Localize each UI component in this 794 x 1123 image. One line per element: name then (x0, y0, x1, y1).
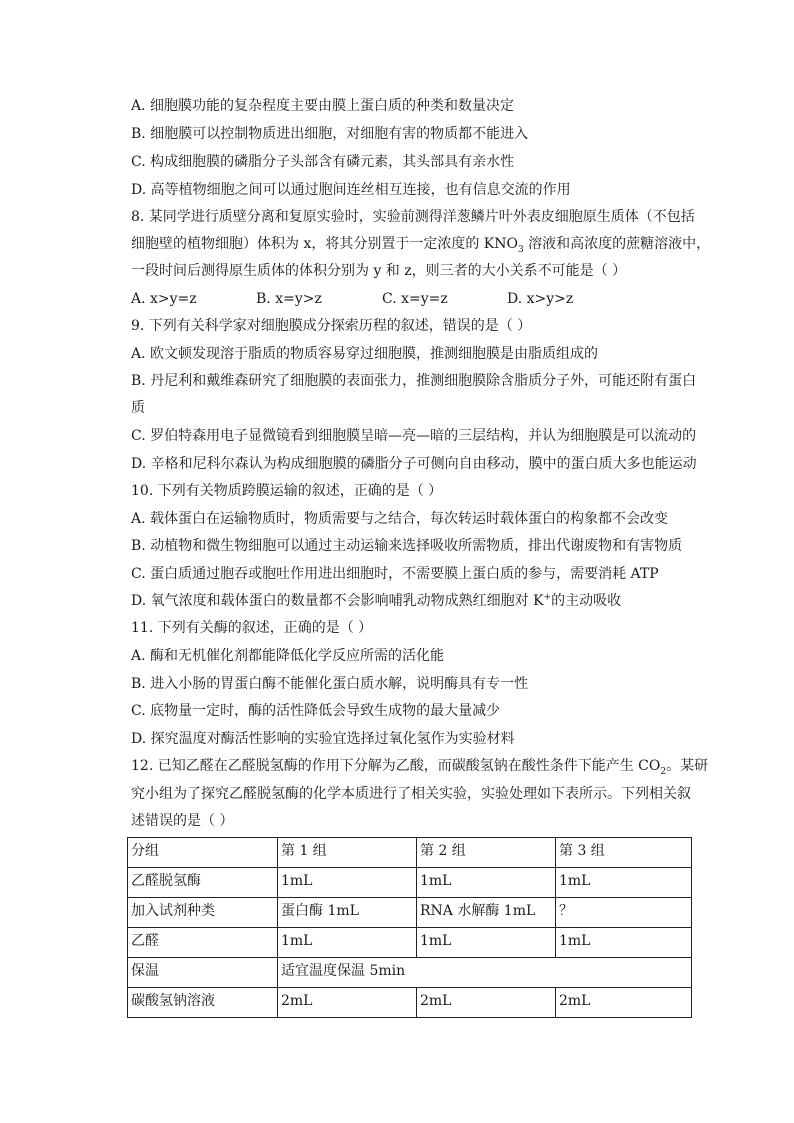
q10-option-a: A. 载体蛋白在运输物质时，物质需要与之结合，每次转运时载体蛋白的构象都不会改变 (131, 511, 669, 527)
q11-option-c: C. 底物量一定时，酶的活性降低会导致生成物的最大量减少 (131, 703, 501, 719)
table-cell-merged: 适宜温度保温 5min (278, 958, 692, 988)
q8-kno3-subscript: 3 (517, 244, 524, 255)
table-row (128, 868, 692, 898)
q10-option-d-a: D. 氧气浓度和载体蛋白的数量都不会影响哺乳动物成熟红细胞对 K (131, 593, 544, 609)
q11-stem: 11. 下列有关酶的叙述，正确的是（ ） (131, 620, 373, 636)
q10-option-d (131, 591, 621, 611)
q7-option-c: C. 构成细胞膜的磷脂分子头部含有磷元素，其头部具有亲水性 (131, 154, 515, 170)
table-cell: RNA 水解酶 1mL (417, 898, 556, 928)
experiment-table (127, 837, 692, 1018)
table-cell: 乙醛脱氢酶 (128, 868, 278, 898)
q8-stem-line-3: 一段时间后测得原生质体的体积分别为 y 和 z，则三者的大小关系不可能是（ ） (131, 263, 627, 279)
q8-stem-line-2b: 溶液和高浓度的蔗糖溶液中， (523, 236, 711, 252)
table-cell: 2mL (278, 988, 417, 1018)
q8-option-a: A. x>y=z (131, 291, 197, 307)
table-cell: 2mL (417, 988, 556, 1018)
q11-option-b: B. 进入小肠的胃蛋白酶不能催化蛋白质水解，说明酶具有专一性 (131, 676, 529, 692)
q8-stem-line-2a: 细胞壁的植物细胞）体积为 x，将其分别置于一定浓度的 KNO (131, 236, 518, 252)
table-cell: 1mL (278, 868, 417, 898)
table-cell: 1mL (417, 868, 556, 898)
q10-option-b: B. 动植物和微生物细胞可以通过主动运输来选择吸收所需物质，排出代谢废物和有害物质 (131, 538, 683, 554)
table-cell: 1mL (417, 928, 556, 958)
table-cell: 1mL (556, 928, 692, 958)
q9-stem: 9. 下列有关科学家对细胞膜成分探索历程的叙述，错误的是（ ） (131, 318, 532, 334)
table-cell: 蛋白酶 1mL (278, 898, 417, 928)
q12-stem-line-1 (131, 756, 708, 776)
q12-stem-line-2: 究小组为了探究乙醛脱氢酶的化学本质进行了相关实验，实验处理如下表所示。下列相关叙 (131, 786, 691, 802)
table-cell: 加入试剂种类 (128, 898, 278, 928)
q8-options (131, 289, 573, 309)
q12-co2-subscript: 2 (660, 766, 667, 777)
table-header-row (128, 838, 692, 868)
q8-option-b: B. x=y>z (256, 291, 322, 307)
q9-option-a: A. 欧文顿发现溶于脂质的物质容易穿过细胞膜，推测细胞膜是由脂质组成的 (131, 346, 599, 362)
q8-option-c: C. x=y=z (382, 291, 448, 307)
table-cell: 2mL (556, 988, 692, 1018)
q8-stem-line-1: 8. 某同学进行质壁分离和复原实验时，实验前测得洋葱鳞片叶外表皮细胞原生质体（不包括 (131, 209, 695, 225)
q10-option-d-b: 的主动吸收 (551, 593, 622, 609)
table-header-cell: 第 3 组 (556, 838, 692, 868)
table-header-cell: 第 1 组 (278, 838, 417, 868)
table-cell: ？ (556, 898, 692, 928)
q9-option-b-line-2: 质 (131, 400, 145, 416)
q11-option-d: D. 探究温度对酶活性影响的实验宜选择过氧化氢作为实验材料 (131, 731, 515, 747)
table-row (128, 928, 692, 958)
table-cell: 1mL (556, 868, 692, 898)
q12-stem-line-1b: 。某研 (666, 758, 709, 774)
table-cell: 保温 (128, 958, 278, 988)
q10-k-superscript: + (543, 592, 552, 603)
table-header-cell: 第 2 组 (417, 838, 556, 868)
q9-option-d: D. 辛格和尼科尔森认为构成细胞膜的磷脂分子可侧向自由移动，膜中的蛋白质大多也能运动 (131, 456, 697, 472)
table-cell: 乙醛 (128, 928, 278, 958)
q9-option-b-line-1: B. 丹尼利和戴维森研究了细胞膜的表面张力，推测细胞膜除含脂质分子外，可能还附有蛋白 (131, 373, 697, 389)
table-header-cell: 分组 (128, 838, 278, 868)
q8-stem-line-2 (131, 234, 710, 254)
q12-stem-line-3: 述错误的是（ ） (131, 813, 234, 829)
table-row (128, 988, 692, 1018)
table-row (128, 958, 692, 988)
q10-option-c: C. 蛋白质通过胞吞或胞吐作用进出细胞时，不需要膜上蛋白质的参与，需要消耗 ATP (131, 566, 659, 582)
q11-option-a: A. 酶和无机催化剂都能降低化学反应所需的活化能 (131, 648, 445, 664)
table-cell: 碳酸氢钠溶液 (128, 988, 278, 1018)
table-cell: 1mL (278, 928, 417, 958)
q10-stem: 10. 下列有关物质跨膜运输的叙述，正确的是（ ） (131, 483, 443, 499)
q7-option-d: D. 高等植物细胞之间可以通过胞间连丝相互连接，也有信息交流的作用 (131, 182, 571, 198)
q9-option-c: C. 罗伯特森用电子显微镜看到细胞膜呈暗—亮—暗的三层结构，并认为细胞膜是可以流动的 (131, 428, 697, 444)
q7-option-b: B. 细胞膜可以控制物质进出细胞，对细胞有害的物质都不能进入 (131, 126, 529, 142)
q12-stem-line-1a: 12. 已知乙醛在乙醛脱氢酶的作用下分解为乙酸，而碳酸氢钠在酸性条件下能产生 CO (131, 758, 661, 774)
table-row (128, 898, 692, 928)
q7-option-a: A. 细胞膜功能的复杂程度主要由膜上蛋白质的种类和数量决定 (131, 98, 515, 114)
q8-option-d: D. x>y>z (507, 291, 574, 307)
